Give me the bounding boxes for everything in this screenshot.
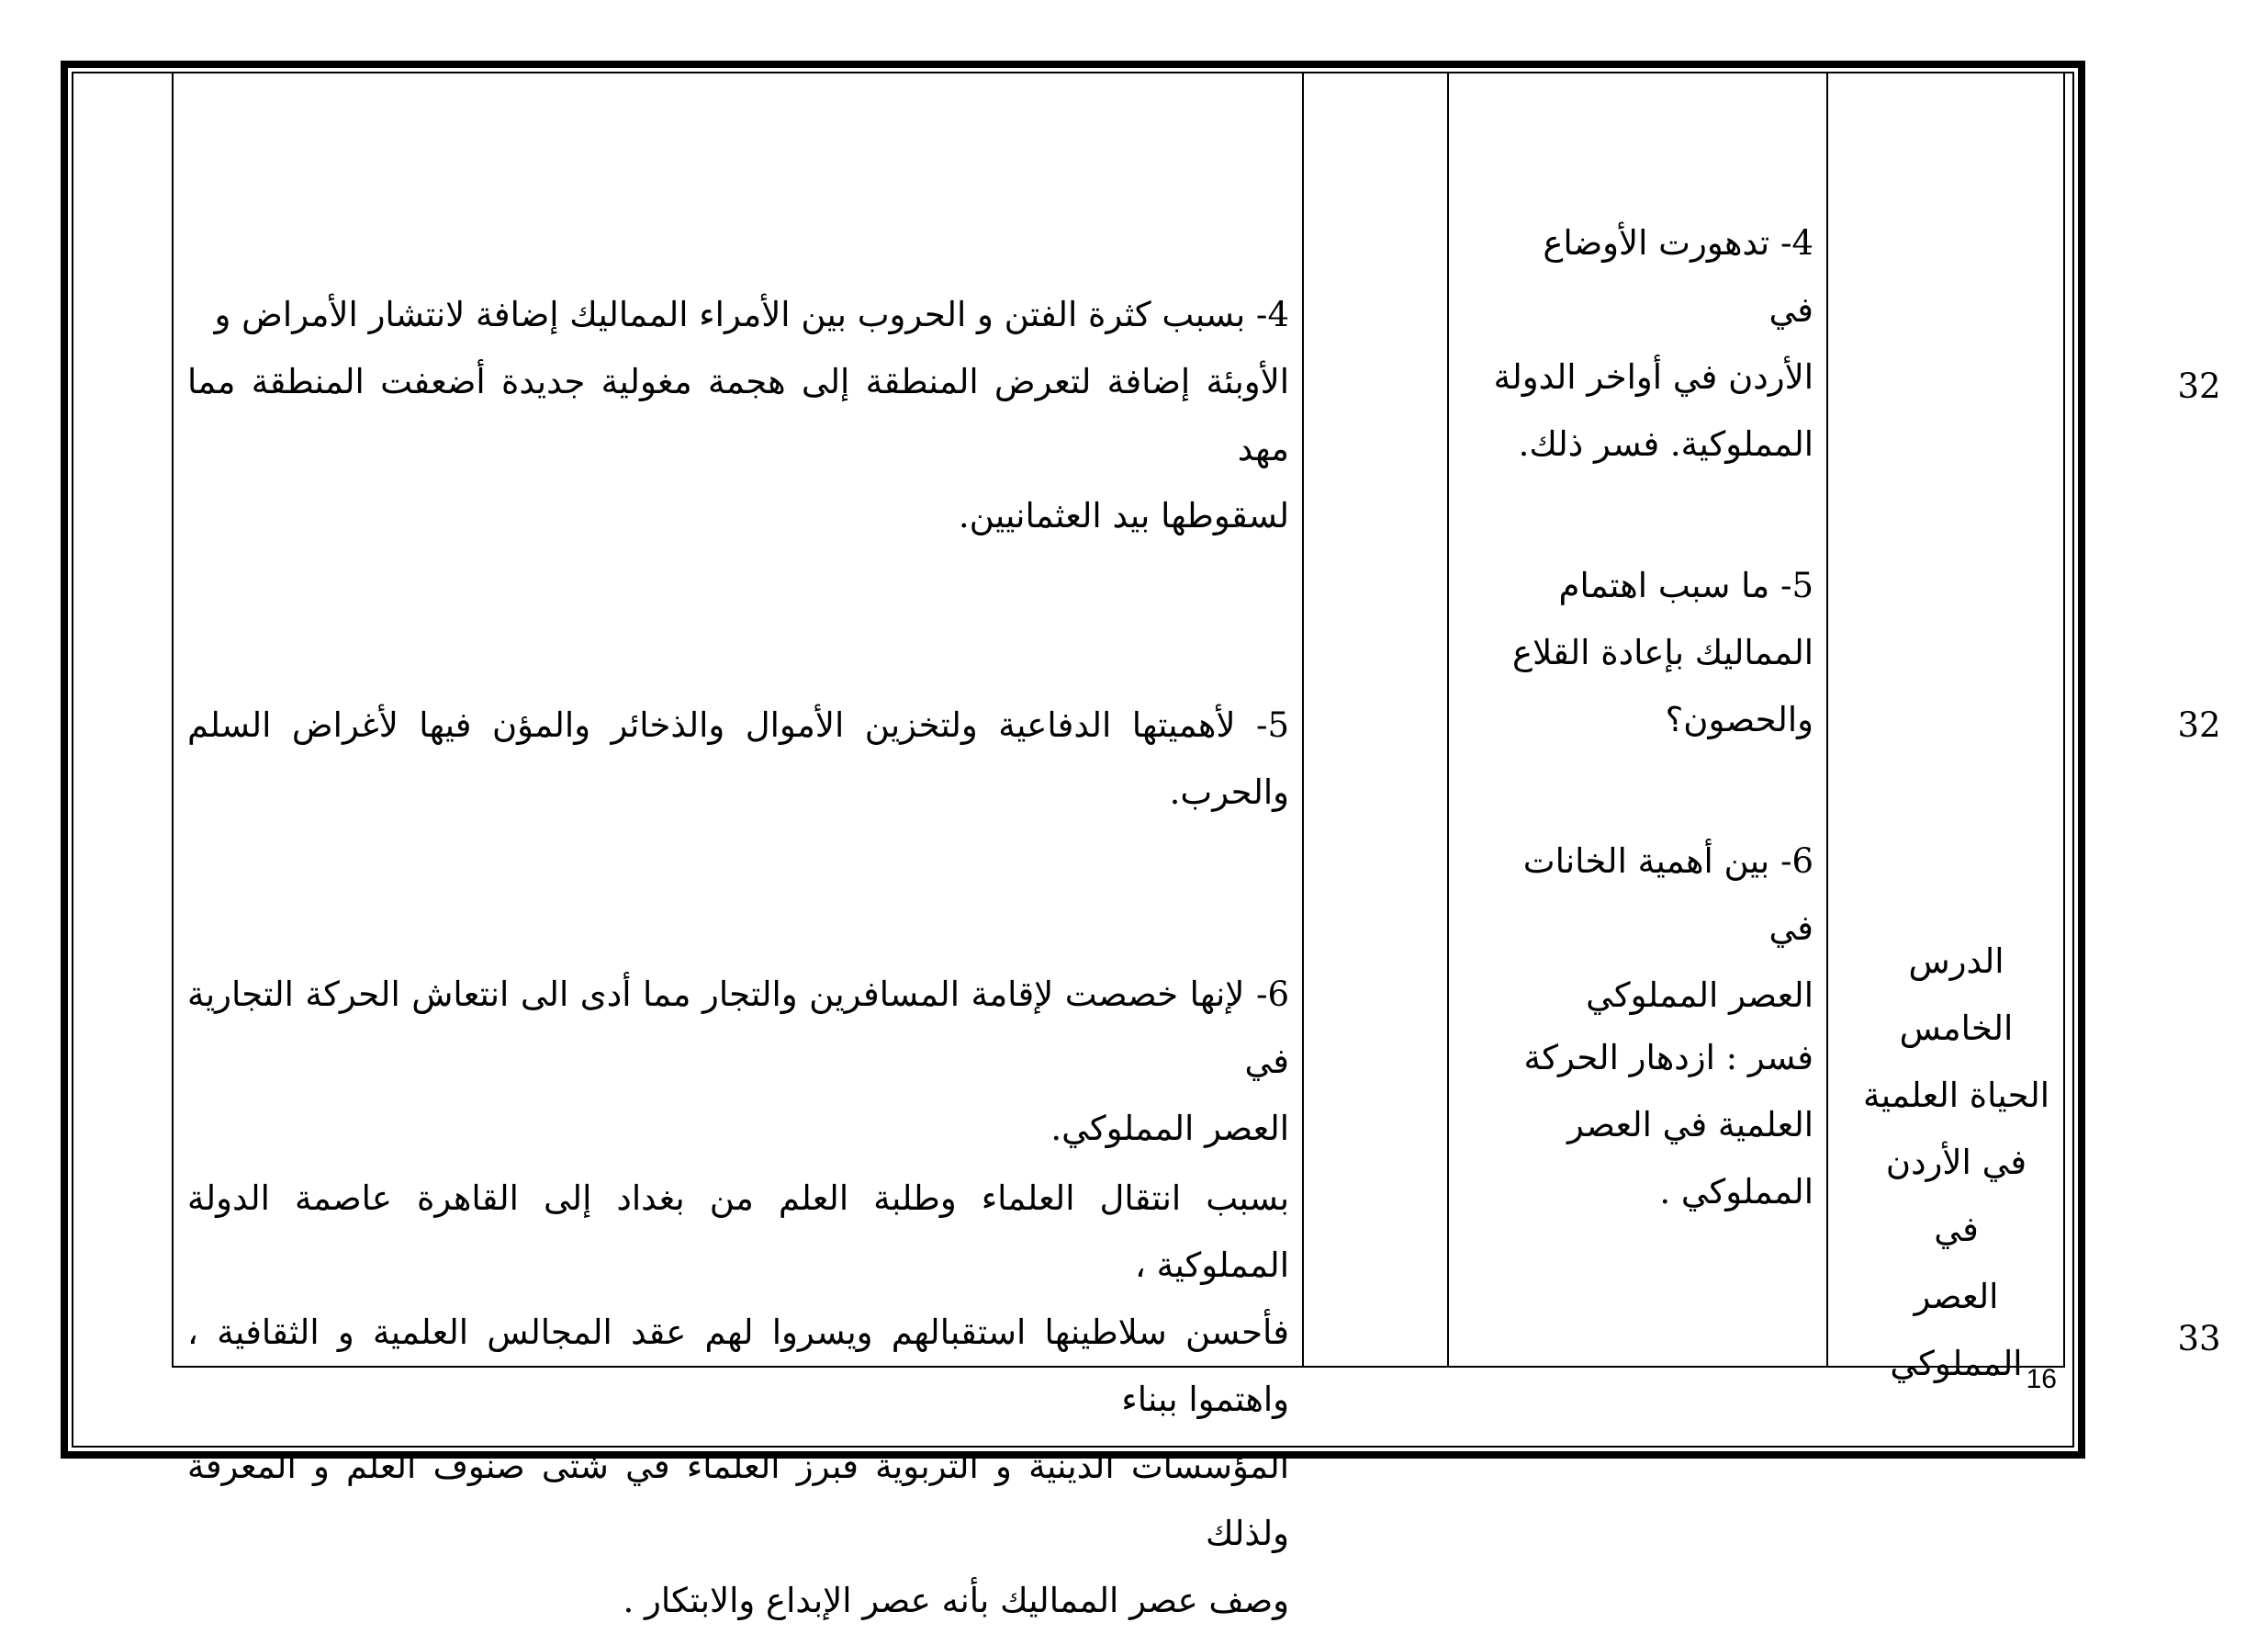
answer-5: 5- لأهميتها الدفاعية ولتخزين الأموال والذخائر والمؤن فيها لأغراض السلم والحرب.	[187, 705, 1289, 812]
answer-explain: بسبب انتقال العلماء وطلبة العلم من بغداد إلى القاهرة عاصمة الدولة المملوكية ، فأحسن سلاطينها استقبالهم ويسروا لهم عقد المجالس العلمية و الثقافية ، واهتموا ببناء المؤسسات الدينية و التربوية فبرز العلماء في شتى صنوف العلم و المعرفة ولذلك وصف عصر المماليك بأنه عصر الإبداع والابتكار .	[187, 1178, 1289, 1620]
question-6: 6- بين أهمية الخانات في العصر المملوكي	[1522, 841, 1813, 1015]
page-ref: 32	[2177, 366, 2221, 406]
questions-cell	[1448, 72, 1827, 1367]
question-4: 4- تدهورت الأوضاع في الأردن في أواخر الدولة المملوكية. فسر ذلك.	[1493, 223, 1813, 464]
answers-cell	[173, 72, 1303, 1620]
page-number: 16	[2026, 1364, 2057, 1394]
lesson-title: الدرس الخامس الحياة العلمية في الأردن في العصر المملوكي	[1862, 941, 2050, 1383]
answer-4: 4- بسبب كثرة الفتن و الحروب بين الأمراء المماليك إضافة لانتشار الأمراض و الأوبئة إضافة لتعرض المنطقة إلى هجمة مغولية جديدة أضعفت المنطقة مما مهد لسقوطها بيد العثمانيين.	[187, 295, 1289, 535]
question-explain: فسر : ازدهار الحركة العلمية في العصر المملوكي .	[1523, 1038, 1813, 1211]
page-ref: 32	[2177, 705, 2221, 745]
question-5: 5- ما سبب اهتمام المماليك بإعادة القلاع والحصون؟	[1512, 566, 1813, 739]
page-ref: 33	[2177, 1319, 2221, 1358]
table-row	[173, 72, 2064, 1367]
answer-6: 6- لإنها خصصت لإقامة المسافرين والتجار مما أدى الى انتعاش الحركة التجارية في العصر المملوكي.	[187, 975, 1289, 1148]
